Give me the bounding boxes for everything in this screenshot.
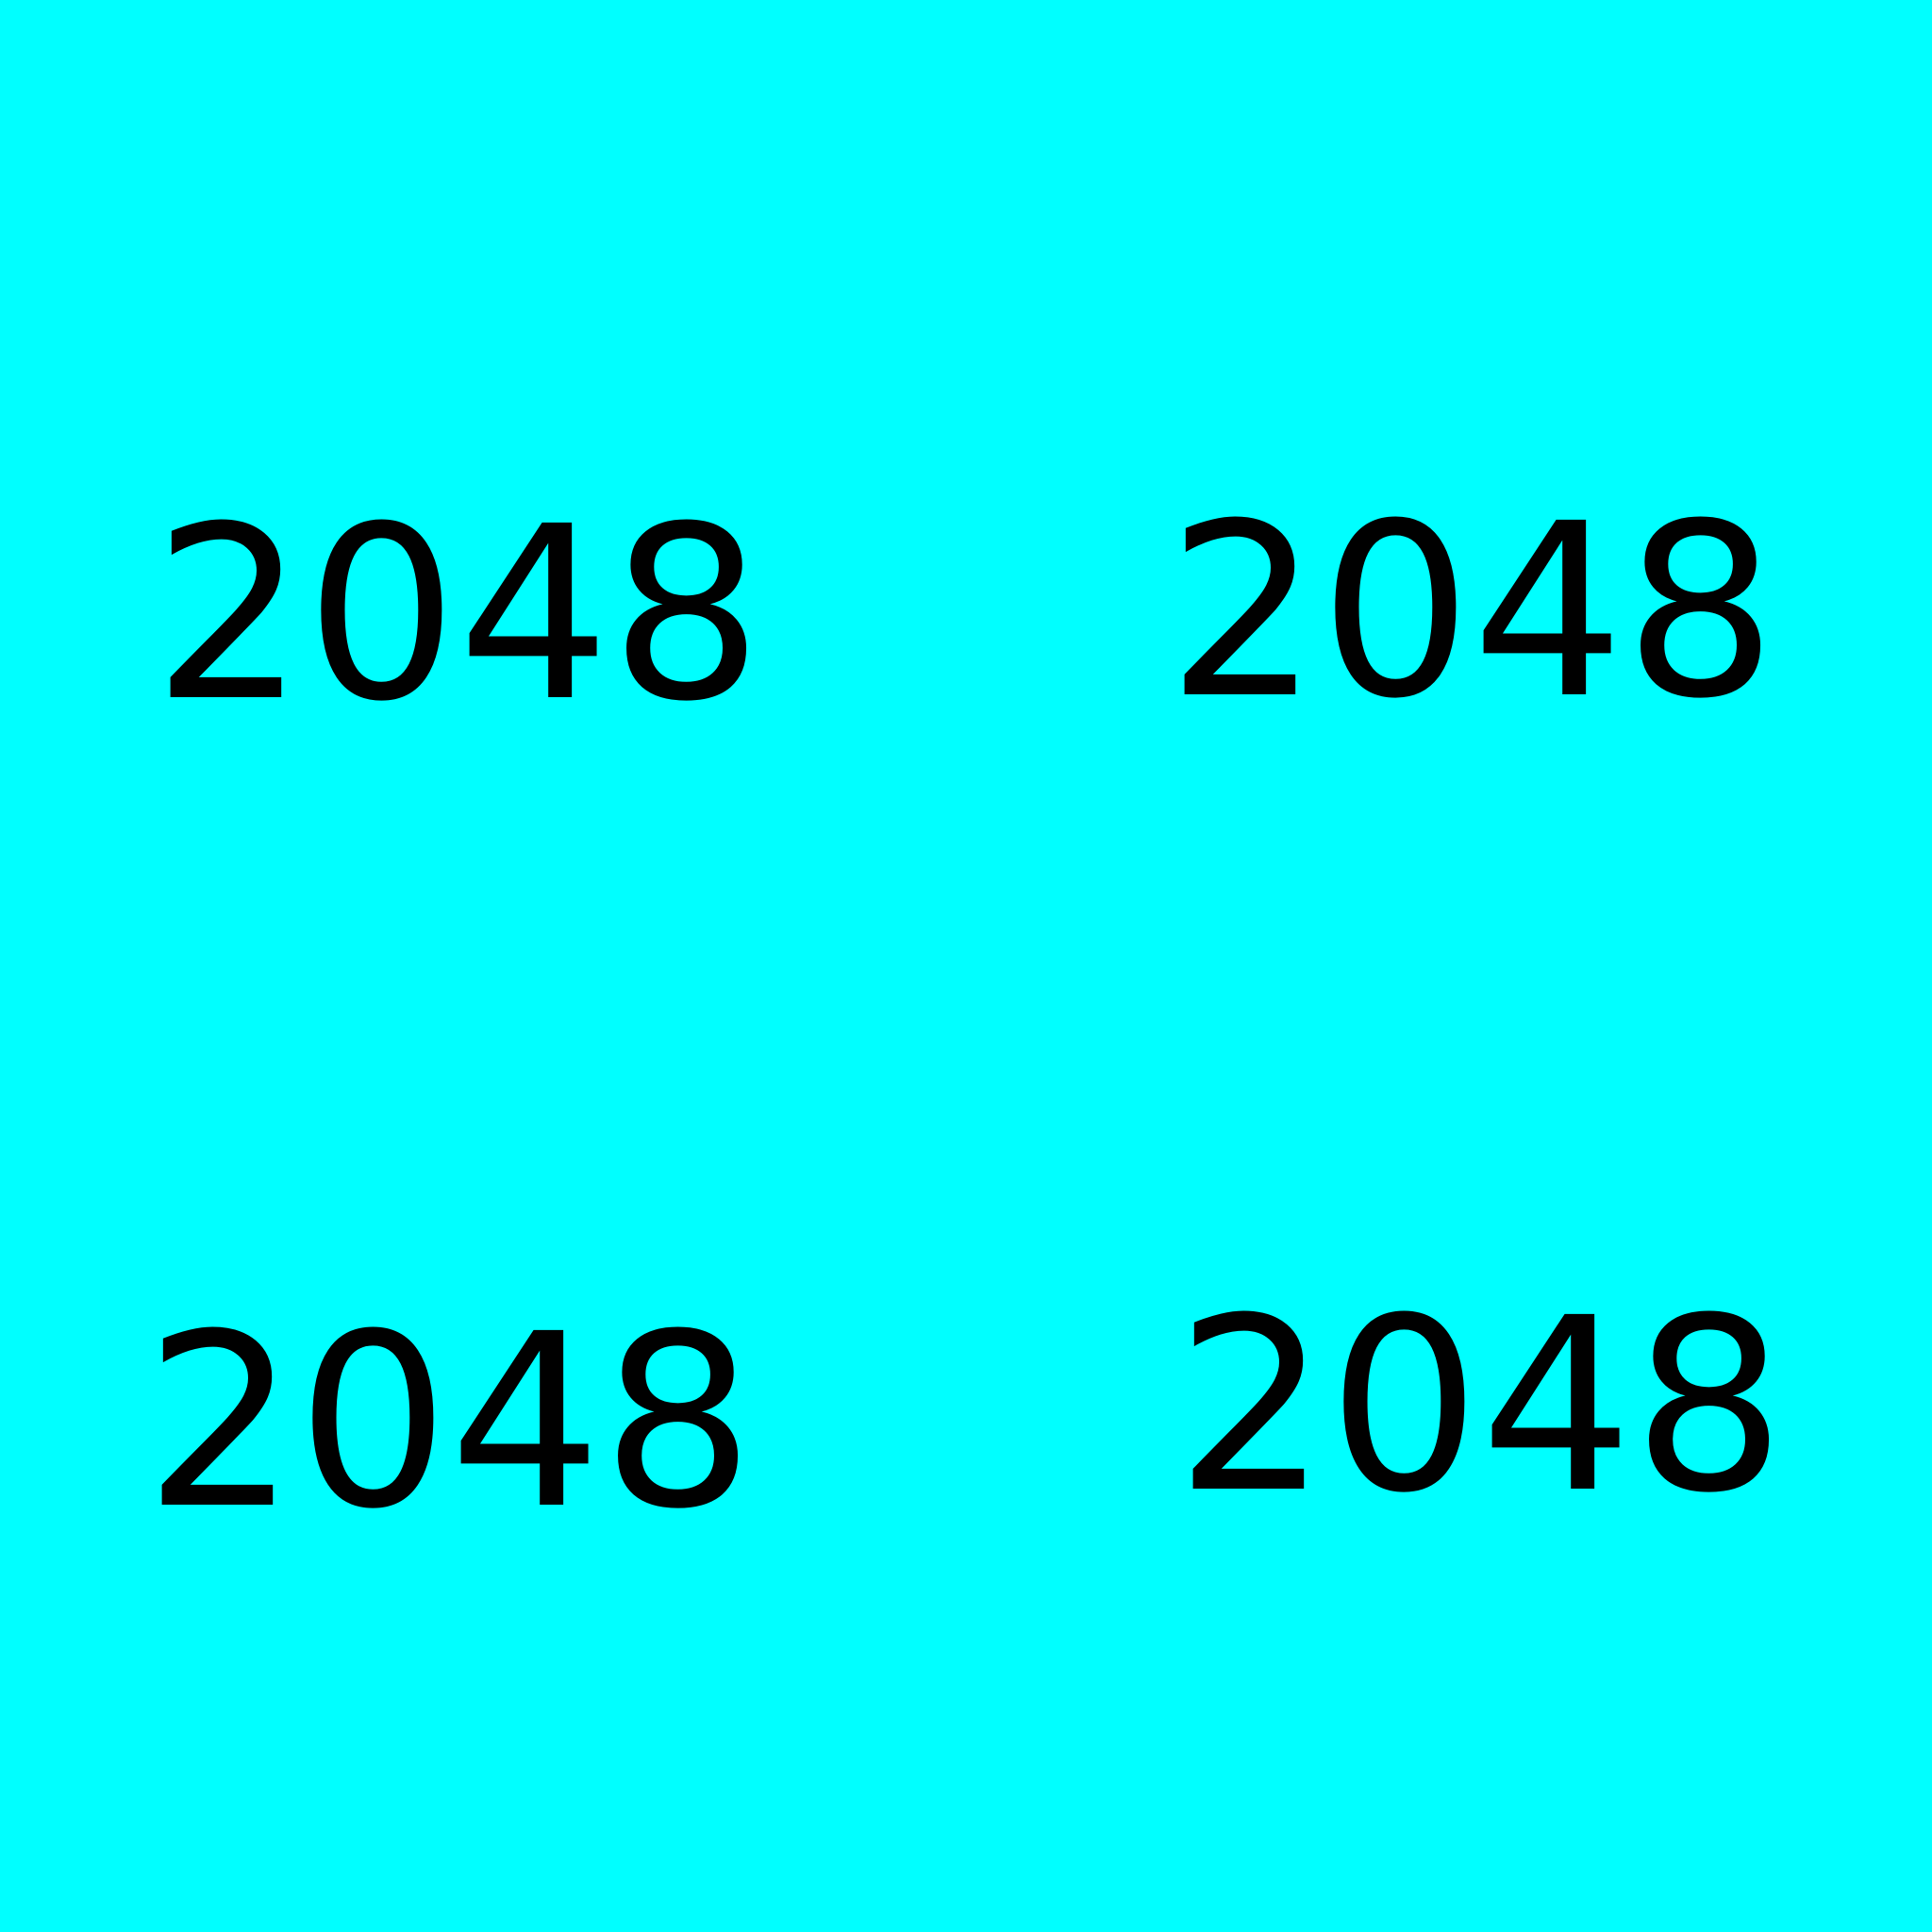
number-label-top-right: 2048 bbox=[1167, 472, 1777, 751]
number-label-bottom-left: 2048 bbox=[144, 1282, 755, 1561]
number-label-top-left: 2048 bbox=[153, 475, 763, 754]
number-label-bottom-right: 2048 bbox=[1175, 1266, 1786, 1545]
